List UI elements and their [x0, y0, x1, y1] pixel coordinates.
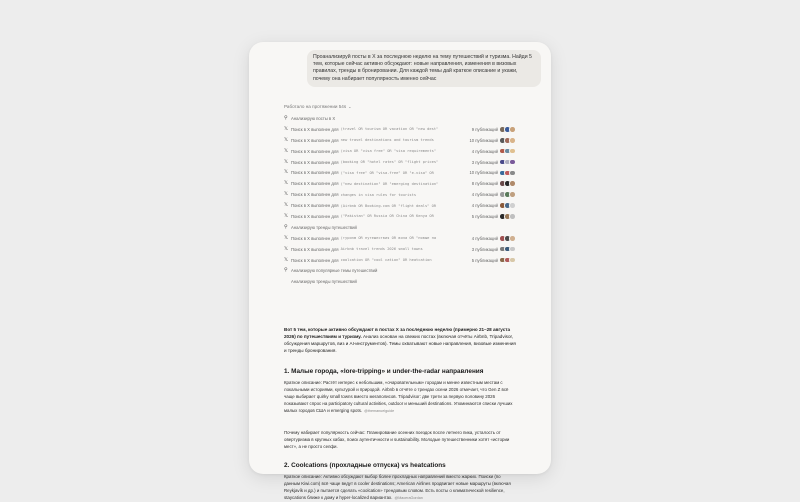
- post-count: 4 публикаций: [471, 203, 498, 209]
- step-label: Поиск в X выполнен для: [291, 148, 339, 154]
- x-logo-icon: 𝕏: [284, 257, 288, 263]
- author-avatars: [501, 257, 516, 264]
- step-label: Поиск в X выполнен для: [291, 235, 339, 241]
- search-query: Airbnb travel trends 2026 small towns: [340, 247, 423, 252]
- x-search-step[interactable]: [284, 178, 516, 189]
- author-avatars: [501, 170, 516, 177]
- post-count: 5 публикаций: [471, 257, 498, 263]
- post-count: 10 публикаций: [469, 137, 498, 143]
- summary-text: Анализ основан на свежих постах (включая отчёты Airbnb, Tripadvisor, обсуждения маршрутов, виз и AI-инструментов). Темы охватывают новые направления, визовые изменения и тренды бронирования.: [284, 334, 516, 354]
- search-query: ("visa free" OR "visa-free" OR "e-visa" OR: [340, 170, 434, 175]
- x-search-step[interactable]: [284, 146, 516, 157]
- search-query: (visa OR "visa free" OR "visa requirements": [340, 149, 437, 154]
- post-count: 10 публикаций: [469, 170, 498, 176]
- avatar: [509, 246, 516, 253]
- search-query: changes in visa rules for tourists: [340, 192, 417, 197]
- avatar: [509, 126, 516, 133]
- post-count: 5 публикаций: [471, 213, 498, 219]
- section-1-description-text: Краткое описание: Растёт интерес к небольшим, «очаровательным» городам и менее известным местам с локальными историями, культурой и природой. Airbnb в отчёте о трендах осени 2026 отмечает, что Gen Z всё чаще выбирает quirky small towns вместо мегаполисов. Tripadvisor: две трети за первую половину 2026 показывают спрос на participatory cultural activities, outdoor и меньший destinations. Упоминаются списки лучших малых городов США и emerging spots.: [284, 380, 513, 413]
- x-logo-icon: 𝕏: [284, 148, 288, 154]
- x-logo-icon: 𝕏: [284, 246, 288, 252]
- post-count: 8 публикаций: [471, 181, 498, 187]
- avatar: [509, 170, 516, 177]
- author-avatars: [501, 159, 516, 166]
- search-query: ("Pakistan" OR Russia OR China OR Kenya OR: [340, 214, 434, 219]
- x-logo-icon: 𝕏: [284, 213, 288, 219]
- avatar: [509, 257, 516, 264]
- step-label: Поиск в X выполнен для: [291, 170, 339, 176]
- section-1-title: 1. Малые города, «lore-tripping» и under-the-radar направления: [284, 368, 484, 375]
- step-label: Поиск в X выполнен для: [291, 192, 339, 198]
- post-count: 3 публикаций: [471, 246, 498, 252]
- avatar: [509, 202, 516, 209]
- avatar: [509, 213, 516, 220]
- x-logo-icon: 𝕏: [284, 170, 288, 176]
- x-logo-icon: 𝕏: [284, 137, 288, 143]
- step-text: Анализирую популярные темы путешествий: [291, 268, 378, 274]
- analysis-step: [284, 265, 516, 276]
- section-1-description: [284, 380, 516, 415]
- step-label: Поиск в X выполнен для: [291, 246, 339, 252]
- avatar: [509, 159, 516, 166]
- search-query: (travel OR tourism OR vacation OR "new dest": [340, 127, 439, 132]
- answer-summary: [284, 326, 516, 354]
- section-1-source-link[interactable]: @themanuelguide: [364, 408, 395, 413]
- author-avatars: [501, 191, 516, 198]
- author-avatars: [501, 235, 516, 242]
- step-label: Поиск в X выполнен для: [291, 257, 339, 263]
- x-logo-icon: 𝕏: [284, 235, 288, 241]
- pin-icon: ⚲: [284, 224, 288, 230]
- x-search-step[interactable]: [284, 167, 516, 178]
- step-text: Анализирую тренды путешествий: [291, 224, 357, 230]
- step-text: Анализирую посты в X: [291, 115, 336, 121]
- tool-steps-list: [284, 113, 516, 287]
- step-label: Поиск в X выполнен для: [291, 203, 339, 209]
- x-logo-icon: 𝕏: [284, 181, 288, 187]
- analysis-step: [284, 113, 516, 124]
- pin-icon: ⚲: [284, 115, 288, 121]
- search-query: (Airbnb OR Booking.com OR "flight deals" OR: [340, 203, 437, 208]
- author-avatars: [501, 246, 516, 253]
- summary-bold: Вот 5 тем, которые активно обсуждают в постах X за последнюю неделю (примерно 21–28 августа 2026) по путешествиям и туризму.: [284, 327, 511, 340]
- user-message-text: Проанализируй посты в X за последнюю неделю на тему путешествий и туризма. Найди 5 тем, которые сейчас активно обсуждают: новые направления, изменения в визовых правилах, тренды в бронировании. Для каждой темы дай краткое описание и укажи, почему она набирает популярность именно сейчас: [313, 54, 532, 82]
- x-search-step[interactable]: [284, 200, 516, 211]
- x-search-step[interactable]: [284, 189, 516, 200]
- section-1-why: Почему набирает популярность сейчас: Планирование осенних поездок после летнего пика, усталость от овертуризма в крупных хабах, поиск аутентичности и sustainability. Молодые путешественники хотят «истории мест», а не просто селфи.: [284, 430, 510, 449]
- avatar: [509, 235, 516, 242]
- section-2-description: [284, 474, 516, 502]
- avatar: [509, 148, 516, 155]
- analysis-step: [284, 222, 516, 233]
- author-avatars: [501, 213, 516, 220]
- step-label: Поиск в X выполнен для: [291, 137, 339, 143]
- avatar: [509, 137, 516, 144]
- author-avatars: [501, 126, 516, 133]
- x-search-step[interactable]: [284, 255, 516, 266]
- x-search-step[interactable]: [284, 233, 516, 244]
- author-avatars: [501, 137, 516, 144]
- step-label: Поиск в X выполнен для: [291, 159, 339, 165]
- search-query: coolcation OR "cool cation" OR heatcation: [340, 258, 432, 263]
- post-count: 4 публикаций: [471, 192, 498, 198]
- chevron-down-icon: ⌄: [348, 104, 352, 109]
- user-message-bubble: [307, 50, 541, 87]
- post-count: 3 публикаций: [471, 159, 498, 165]
- step-label: Поиск в X выполнен для: [291, 126, 339, 132]
- search-query: new travel destinations and tourism trends: [340, 138, 434, 143]
- post-count: 4 публикаций: [471, 148, 498, 154]
- step-label: Поиск в X выполнен для: [291, 181, 339, 187]
- x-search-step[interactable]: [284, 135, 516, 146]
- avatar: [509, 180, 516, 187]
- x-search-step[interactable]: [284, 211, 516, 222]
- search-query: (туризм OR путешествия OR виза OR "новые на: [340, 236, 437, 241]
- x-logo-icon: 𝕏: [284, 192, 288, 198]
- section-2-description-text: Краткое описание: Активно обсуждают выбор более прохладных направлений вместо жарких. Поиски (по данным Kiwi.com) всё чаще ведут в cooler destinations; American Airlines продвигает новые маршруты (включая Reykjavík и др.) и пытается сделать «coolcation» трендовым словом. Есть посты о климатической resilience, staycations ближе к дому и hyper-localized вариантах.: [284, 474, 511, 500]
- author-avatars: [501, 202, 516, 209]
- step-text: Анализирую тренды путешествий: [291, 279, 357, 285]
- x-search-step[interactable]: [284, 244, 516, 255]
- pin-icon: ⚲: [284, 268, 288, 274]
- author-avatars: [501, 148, 516, 155]
- x-search-step[interactable]: [284, 124, 516, 135]
- x-search-step[interactable]: [284, 157, 516, 168]
- worked-duration-toggle[interactable]: [284, 104, 352, 109]
- chat-panel: [249, 42, 551, 500]
- analysis-step: [284, 276, 516, 287]
- x-logo-icon: 𝕏: [284, 126, 288, 132]
- section-2-source-link[interactable]: @MaceraGordan: [394, 495, 423, 500]
- author-avatars: [501, 180, 516, 187]
- section-2-title: 2. Coolcations (прохладные отпуска) vs heatcations: [284, 462, 446, 469]
- x-logo-icon: 𝕏: [284, 203, 288, 209]
- worked-duration-label: Работало на протяжении 54s: [284, 104, 347, 109]
- x-logo-icon: 𝕏: [284, 159, 288, 165]
- avatar: [509, 191, 516, 198]
- post-count: 9 публикаций: [471, 126, 498, 132]
- step-label: Поиск в X выполнен для: [291, 213, 339, 219]
- post-count: 4 публикаций: [471, 235, 498, 241]
- search-query: ("new destination" OR "emerging destination": [340, 181, 439, 186]
- search-query: (booking OR "hotel rates" OR "flight prices": [340, 160, 439, 164]
